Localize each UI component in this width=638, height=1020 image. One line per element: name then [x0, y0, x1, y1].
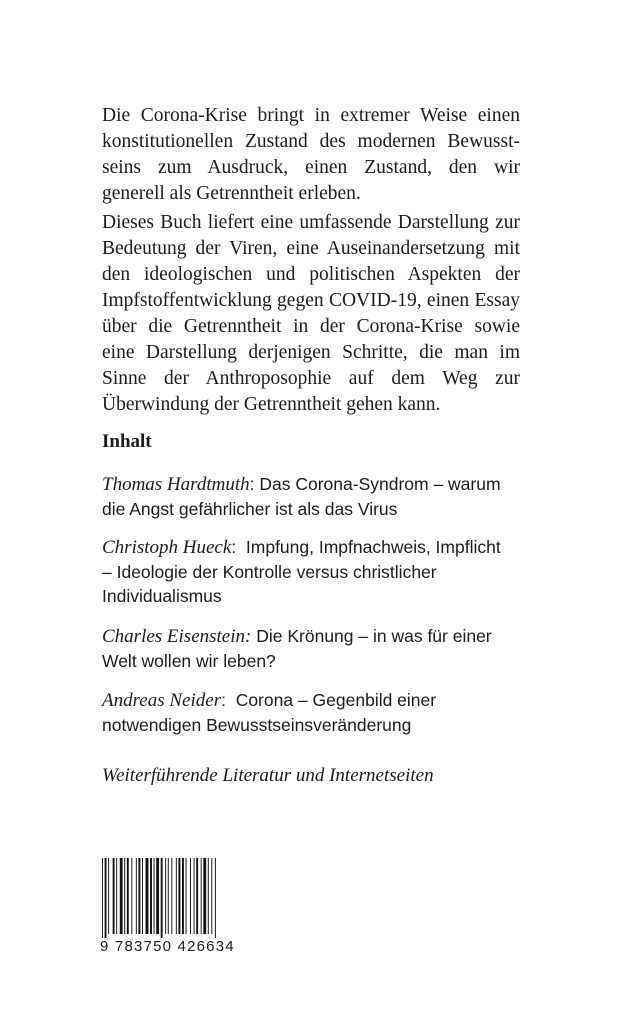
- barcode-bar: [142, 858, 143, 934]
- barcode-bar: [208, 858, 209, 934]
- entry-continuation: die Angst gefährlicher ist als das Virus: [102, 499, 398, 519]
- entry-continuation: Welt wollen wir leben?: [102, 651, 276, 671]
- contents-entry: [102, 535, 522, 608]
- entry-continuation: Individualismus: [102, 586, 222, 606]
- text-line: Überwindung der Getrenntheit gehen kann.: [102, 394, 441, 415]
- barcode-bar: [113, 858, 115, 934]
- barcode-bar: [176, 858, 177, 934]
- isbn-number: 9 783750 426634: [100, 938, 235, 955]
- barcode-bar: [127, 858, 129, 934]
- text-line: eine Darstellung derjenigen Schritte, die man im: [102, 342, 520, 363]
- barcode-bar: [136, 858, 137, 934]
- text-line: Die Corona-Krise bringt in extremer Weise einen: [102, 105, 520, 126]
- text-line: über die Getrenntheit in der Corona-Krise sowie: [102, 316, 520, 337]
- entry-continuation: – Ideologie der Kontrolle versus christlicher: [102, 562, 437, 582]
- entry-separator: :: [221, 690, 236, 710]
- barcode-bar: [196, 858, 198, 934]
- barcode-bar: [105, 858, 107, 938]
- entry-author: Thomas Hardtmuth: [102, 474, 250, 495]
- entry-first-line: [102, 472, 522, 497]
- contents-entry: [102, 472, 522, 521]
- contents-heading: Inhalt: [102, 431, 152, 452]
- entry-first-line: [102, 624, 522, 649]
- entry-author: Christoph Hueck: [102, 537, 232, 558]
- barcode-bar: [211, 858, 212, 934]
- entry-author: Charles Eisenstein:: [102, 626, 252, 647]
- barcode-bar: [156, 858, 159, 934]
- barcode-bar: [150, 858, 152, 934]
- barcode-bar: [178, 858, 180, 934]
- text-line: Bedeutung der Viren, eine Auseinandersetzung mit: [102, 238, 520, 259]
- barcode-bar: [138, 858, 140, 934]
- barcode-bar: [161, 858, 163, 938]
- barcode-bar: [182, 858, 184, 934]
- barcode-bar: [201, 858, 202, 934]
- text-line: generell als Getrenntheit erleben.: [102, 183, 361, 204]
- barcode-bar: [102, 858, 103, 938]
- entry-first-line: [102, 535, 522, 560]
- contents-entry: [102, 624, 522, 673]
- contents-entry: [102, 688, 522, 737]
- entry-title: Das Corona-Syndrom – warum: [259, 474, 501, 494]
- barcode-bar: [168, 858, 169, 934]
- barcode-bar: [171, 858, 172, 934]
- text-line: den ideologischen und politischen Aspekten der: [102, 264, 520, 285]
- barcode-bar: [215, 858, 216, 938]
- text-line: seins zum Ausdruck, einen Zustand, den wir: [102, 157, 520, 178]
- barcode-bar: [203, 858, 206, 934]
- barcode-bar: [120, 858, 123, 934]
- text-line: konstitutionellen Zustand des modernen Bewusst-: [102, 131, 520, 152]
- barcode-bar: [131, 858, 132, 934]
- barcode-bar: [190, 858, 191, 934]
- text-line: Dieses Buch liefert eine umfassende Darstellung zur: [102, 212, 520, 233]
- intro-paragraph-1: [102, 103, 520, 207]
- entry-first-line: [102, 688, 522, 713]
- intro-paragraph-2: [102, 210, 520, 418]
- barcode-bar: [154, 858, 155, 934]
- further-reading: Weiterführende Literatur und Internetseiten: [102, 765, 434, 786]
- barcode-bar: [108, 858, 109, 934]
- barcode-bar: [194, 858, 195, 934]
- text-line: Impfstoffentwicklung gegen COVID-19, einen Essay: [102, 290, 520, 311]
- entry-title: Impfung, Impfnachweis, Impflicht: [245, 537, 501, 557]
- barcode-bar: [186, 858, 187, 934]
- barcode-bar: [146, 858, 149, 934]
- text-line: Sinne der Anthroposophie auf dem Weg zur: [102, 368, 520, 389]
- entry-author: Andreas Neider: [102, 690, 222, 711]
- entry-separator: :: [231, 537, 246, 557]
- entry-continuation: notwendigen Bewusstseinsveränderung: [102, 715, 412, 735]
- entry-title: Corona – Gegenbild einer: [235, 690, 437, 710]
- entry-separator: :: [249, 474, 260, 494]
- barcode-bar: [165, 858, 166, 934]
- barcode-bar: [116, 858, 117, 934]
- entry-title: Die Krönung – in was für einer: [256, 626, 492, 646]
- barcode-bar: [124, 858, 125, 934]
